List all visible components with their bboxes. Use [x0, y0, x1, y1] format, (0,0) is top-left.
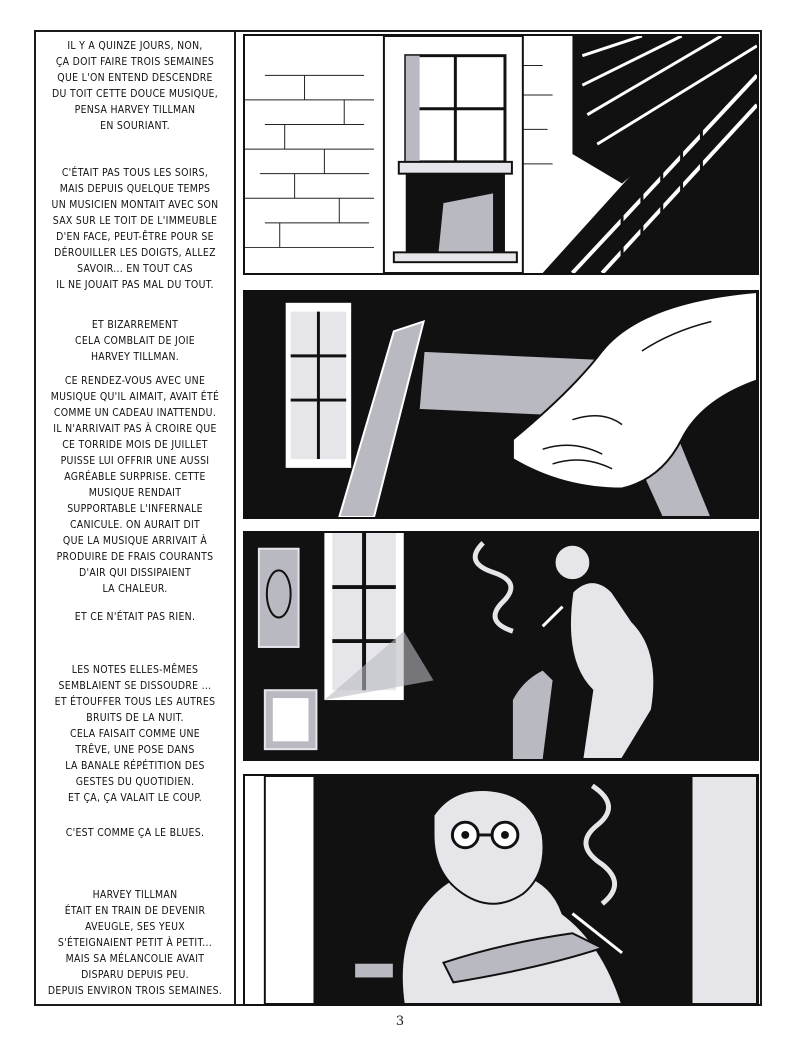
narration-line: MAIS DEPUIS QUELQUE TEMPS [59, 183, 211, 195]
narration-line: PENSA HARVEY TILLMAN [74, 104, 196, 116]
narration-line: SAVOIR... EN TOUT CAS [77, 263, 193, 275]
narration-block-7 [34, 825, 236, 841]
page-number: 3 [395, 1014, 405, 1029]
narration-line: BRUITS DE LA NUIT. [86, 712, 184, 724]
panel-hand-art [245, 292, 757, 517]
panel-window-building [243, 34, 759, 275]
narration-line: SUPPORTABLE L'INFERNALE [67, 503, 203, 515]
narration-line: DU TOIT CETTE DOUCE MUSIQUE, [52, 88, 218, 100]
narration-line: QUE L'ON ENTEND DESCENDRE [57, 72, 213, 84]
narration-line: CE RENDEZ-VOUS AVEC UNE [64, 375, 206, 387]
narration-block-4 [34, 373, 236, 597]
narration-line: S'ÉTEIGNAIENT PETIT À PETIT... [57, 937, 213, 949]
narration-line: HARVEY TILLMAN. [90, 351, 180, 363]
narration-line: ET CE N'ÉTAIT PAS RIEN. [74, 611, 196, 623]
narration-line: MUSIQUE RENDAIT [88, 487, 182, 499]
narration-block-2 [34, 165, 236, 293]
narration-line: DEPUIS ENVIRON TROIS SEMAINES. [47, 985, 223, 997]
narration-line: LES NOTES ELLES-MÊMES [71, 664, 199, 676]
narration-line: CANICULE. ON AURAIT DIT [69, 519, 201, 531]
narration-block-8 [34, 887, 236, 999]
narration-line: PUISSE LUI OFFRIR UNE AUSSI [60, 455, 210, 467]
narration-line: MAIS SA MÉLANCOLIE AVAIT [65, 953, 205, 965]
narration-line: HARVEY TILLMAN [92, 889, 178, 901]
narration-line: EN SOURIANT. [100, 120, 170, 132]
narration-line: IL N'ARRIVAIT PAS À CROIRE QUE [53, 423, 217, 435]
narration-block-3 [34, 317, 236, 365]
narration-line: IL NE JOUAIT PAS MAL DU TOUT. [56, 279, 214, 291]
narration-line: ÇA DOIT FAIRE TROIS SEMAINES [55, 56, 215, 68]
narration-line: AVEUGLE, SES YEUX [85, 921, 185, 933]
narration-line: PRODUIRE DE FRAIS COURANTS [56, 551, 214, 563]
narration-line: ET BIZARREMENT [91, 319, 179, 331]
narration-line: IL Y A QUINZE JOURS, NON, [67, 40, 203, 52]
narration-line: C'ÉTAIT PAS TOUS LES SOIRS, [61, 167, 209, 179]
narration-line: LA BANALE RÉPÉTITION DES [65, 760, 205, 772]
narration-block-6 [34, 662, 236, 806]
narration-line: DISPARU DEPUIS PEU. [81, 969, 189, 981]
narration-line: MUSIQUE QU'IL AIMAIT, AVAIT ÉTÉ [50, 391, 220, 403]
narration-line: LA CHALEUR. [102, 583, 168, 595]
narration-line: ÉTAIT EN TRAIN DE DEVENIR [64, 905, 206, 917]
narration-line: C'EST COMME ÇA LE BLUES. [65, 827, 205, 839]
narration-line: ET ÉTOUFFER TOUS LES AUTRES [54, 696, 216, 708]
narration-column [34, 30, 236, 1006]
narration-line: COMME UN CADEAU INATTENDU. [53, 407, 217, 419]
narration-line: QUE LA MUSIQUE ARRIVAIT À [62, 535, 208, 547]
narration-line: TRÊVE, UNE POSE DANS [75, 744, 195, 756]
narration-block-5 [34, 609, 236, 625]
panel-man-window [243, 774, 759, 1006]
panel-closeup-art [245, 776, 757, 1004]
narration-line: ET ÇA, ÇA VALAIT LE COUP. [67, 792, 202, 804]
panel-man-pipe [243, 531, 759, 761]
narration-line: D'EN FACE, PEUT-ÊTRE POUR SE [56, 231, 214, 243]
narration-line: CELA FAISAIT COMME UNE [70, 728, 200, 740]
narration-line: D'AIR QUI DISSIPAIENT [79, 567, 191, 579]
narration-line: DÉROUILLER LES DOIGTS, ALLEZ [54, 247, 216, 259]
narration-line: CE TORRIDE MOIS DE JUILLET [62, 439, 208, 451]
narration-line: SAX SUR LE TOIT DE L'IMMEUBLE [52, 215, 218, 227]
narration-line: GESTES DU QUOTIDIEN. [75, 776, 195, 788]
narration-line: CELA COMBLAIT DE JOIE [74, 335, 196, 347]
panel-man-art [245, 533, 757, 759]
narration-block-1 [34, 38, 236, 134]
panel-hand-chair [243, 290, 759, 519]
narration-line: AGRÉABLE SURPRISE. CETTE [64, 471, 206, 483]
narration-line: UN MUSICIEN MONTAIT AVEC SON [51, 199, 219, 211]
narration-line: SEMBLAIENT SE DISSOUDRE ... [58, 680, 212, 692]
panel-window-art [245, 36, 757, 273]
